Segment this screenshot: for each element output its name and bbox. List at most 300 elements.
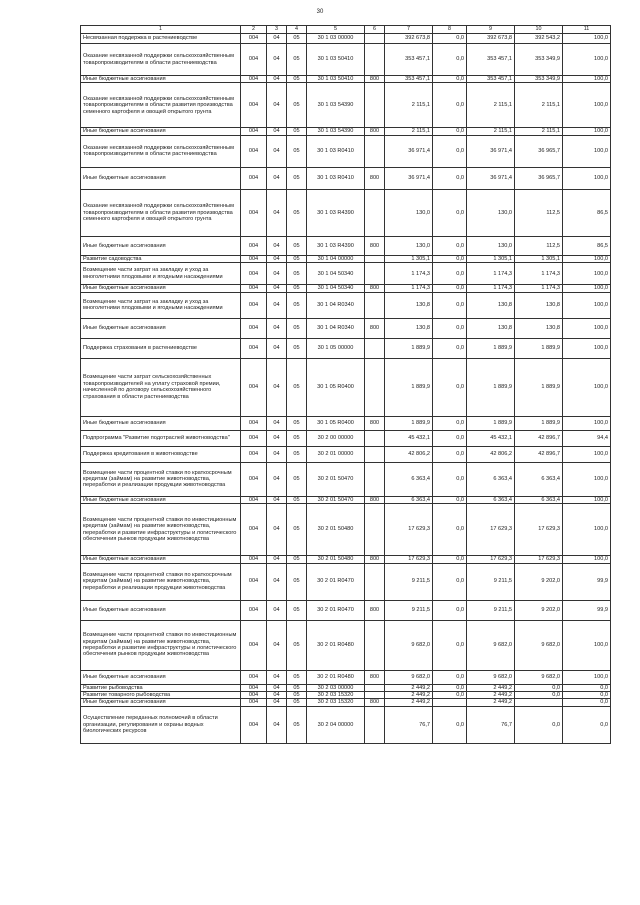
row-code-admin: 004 [241,318,267,338]
table-row [81,430,611,446]
row-code-type [365,189,385,236]
row-value-change: 0,0 [433,44,467,76]
row-value-plan: 353 457,1 [385,76,433,83]
row-code-target: 30 2 03 00000 [307,684,365,691]
row-code-admin: 004 [241,504,267,556]
row-code-admin: 004 [241,600,267,620]
table-row [81,292,611,318]
row-code-target: 30 1 03 54390 [307,128,365,135]
row-code-subsection: 05 [287,135,307,167]
row-name: Иные бюджетные ассигнования [81,670,241,684]
row-value-plan: 9 211,5 [385,563,433,600]
row-value-percent: 100,0 [563,255,611,262]
row-code-target: 30 1 03 00000 [307,34,365,44]
row-code-admin: 004 [241,462,267,496]
row-name: Поддержка страхования в растениеводстве [81,338,241,358]
row-value-percent: 100,0 [563,504,611,556]
column-header: 11 [563,26,611,34]
row-value-plan: 76,7 [385,706,433,743]
row-name: Иные бюджетные ассигнования [81,285,241,292]
row-code-admin: 004 [241,285,267,292]
row-code-subsection: 05 [287,167,307,189]
row-code-subsection: 05 [287,255,307,262]
row-value-plan: 6 363,4 [385,462,433,496]
row-code-admin: 004 [241,44,267,76]
row-code-section: 04 [267,44,287,76]
table-row [81,44,611,76]
row-value-adjusted: 353 457,1 [467,76,515,83]
row-value-change: 0,0 [433,556,467,563]
row-name: Иные бюджетные ассигнования [81,600,241,620]
row-code-section: 04 [267,462,287,496]
row-value-plan: 1 889,9 [385,338,433,358]
row-code-section: 04 [267,263,287,285]
row-value-plan: 1 889,9 [385,416,433,430]
row-value-change: 0,0 [433,706,467,743]
row-value-adjusted: 2 449,2 [467,691,515,698]
row-name: Оказание несвязанной поддержки сельскохозяйственным товаропроизводителям в области развития производства семенного картофеля и овощей открытого грунта [81,189,241,236]
row-code-section: 04 [267,338,287,358]
row-value-percent: 86,5 [563,189,611,236]
row-value-adjusted: 6 363,4 [467,496,515,503]
row-code-type: 800 [365,318,385,338]
row-name: Возмещение части процентной ставки по инвестиционным кредитам (займам) на развитие животноводства, переработки и развитие инфраструктуры и логистического обеспечения рынков продукции животноводства [81,504,241,556]
table-row [81,504,611,556]
row-code-admin: 004 [241,358,267,416]
row-value-change: 0,0 [433,76,467,83]
row-code-subsection: 05 [287,358,307,416]
row-value-adjusted: 353 457,1 [467,44,515,76]
row-value-actual: 2 115,1 [515,83,563,128]
row-value-actual: 9 682,0 [515,620,563,670]
row-value-actual: 112,5 [515,236,563,255]
column-header: 4 [287,26,307,34]
row-name: Возмещение части затрат на закладку и уход за многолетними плодовыми и ягодными насаждениями [81,263,241,285]
row-code-type [365,430,385,446]
row-value-change: 0,0 [433,255,467,262]
row-value-adjusted: 42 806,2 [467,446,515,462]
table-row [81,699,611,706]
row-value-adjusted: 2 449,2 [467,699,515,706]
row-value-plan: 17 629,3 [385,504,433,556]
table-row [81,670,611,684]
table-row [81,236,611,255]
row-code-section: 04 [267,416,287,430]
row-value-change: 0,0 [433,338,467,358]
row-value-plan: 2 449,2 [385,699,433,706]
row-code-admin: 004 [241,236,267,255]
row-value-actual: 130,8 [515,318,563,338]
row-value-change: 0,0 [433,691,467,698]
row-code-admin: 004 [241,167,267,189]
row-code-subsection: 05 [287,563,307,600]
row-value-percent: 100,0 [563,167,611,189]
row-code-admin: 004 [241,76,267,83]
row-value-adjusted: 2 449,2 [467,684,515,691]
table-row [81,462,611,496]
row-value-adjusted: 36 971,4 [467,167,515,189]
column-header: 8 [433,26,467,34]
column-header: 3 [267,26,287,34]
row-value-plan: 42 806,2 [385,446,433,462]
row-value-plan: 2 115,1 [385,128,433,135]
row-code-admin: 004 [241,620,267,670]
table-row [81,706,611,743]
row-value-change: 0,0 [433,263,467,285]
row-code-target: 30 2 00 00000 [307,430,365,446]
row-code-subsection: 05 [287,292,307,318]
row-value-change: 0,0 [433,318,467,338]
row-value-plan: 1 305,1 [385,255,433,262]
row-value-plan: 130,0 [385,189,433,236]
row-code-admin: 004 [241,416,267,430]
row-code-admin: 004 [241,706,267,743]
row-code-section: 04 [267,285,287,292]
row-value-change: 0,0 [433,670,467,684]
row-value-percent: 99,9 [563,563,611,600]
column-header: 7 [385,26,433,34]
row-value-adjusted: 17 629,3 [467,504,515,556]
row-value-adjusted: 45 432,1 [467,430,515,446]
row-value-change: 0,0 [433,684,467,691]
row-code-type [365,135,385,167]
row-name: Возмещение части процентной ставки по краткосрочным кредитам (займам) на развитие животноводства, переработки и реализации продукции животноводства [81,462,241,496]
row-value-change: 0,0 [433,34,467,44]
row-value-percent: 100,0 [563,318,611,338]
row-name: Подпрограмма "Развитие подотраслей животноводства" [81,430,241,446]
row-name: Возмещение части затрат на закладку и уход за многолетними плодовыми и ягодными насаждениями [81,292,241,318]
row-value-adjusted: 130,0 [467,236,515,255]
row-value-actual: 353 349,9 [515,44,563,76]
row-value-percent: 100,0 [563,670,611,684]
row-code-admin: 004 [241,34,267,44]
row-value-change: 0,0 [433,236,467,255]
row-value-percent: 100,0 [563,446,611,462]
row-code-subsection: 05 [287,504,307,556]
column-header: 2 [241,26,267,34]
row-code-admin: 004 [241,446,267,462]
row-code-subsection: 05 [287,416,307,430]
row-code-type: 800 [365,285,385,292]
row-value-percent: 0,0 [563,691,611,698]
table-row [81,83,611,128]
row-value-percent: 100,0 [563,76,611,83]
row-code-admin: 004 [241,83,267,128]
row-code-type: 800 [365,670,385,684]
table-row [81,167,611,189]
table-row [81,318,611,338]
row-value-percent: 100,0 [563,620,611,670]
row-code-target: 30 1 04 00000 [307,255,365,262]
row-code-subsection: 05 [287,670,307,684]
table-row [81,34,611,44]
row-value-actual: 1 305,1 [515,255,563,262]
row-value-change: 0,0 [433,600,467,620]
row-code-target: 30 2 01 R0480 [307,670,365,684]
row-code-target: 30 1 03 R0410 [307,135,365,167]
row-code-target: 30 2 01 00000 [307,446,365,462]
row-value-percent: 100,0 [563,285,611,292]
row-value-actual: 6 363,4 [515,496,563,503]
row-code-section: 04 [267,670,287,684]
row-value-plan: 45 432,1 [385,430,433,446]
row-code-admin: 004 [241,255,267,262]
row-value-change: 0,0 [433,462,467,496]
row-code-target: 30 2 01 50480 [307,504,365,556]
row-name: Оказание несвязанной поддержки сельскохозяйственным товаропроизводителям в области растениеводства [81,44,241,76]
row-code-subsection: 05 [287,706,307,743]
row-value-actual: 9 202,0 [515,563,563,600]
row-value-change: 0,0 [433,128,467,135]
row-value-change: 0,0 [433,292,467,318]
row-code-section: 04 [267,76,287,83]
row-code-type [365,504,385,556]
row-code-target: 30 1 03 R4390 [307,189,365,236]
row-code-target: 30 1 03 54390 [307,83,365,128]
table-row [81,189,611,236]
row-code-type [365,44,385,76]
row-code-subsection: 05 [287,496,307,503]
row-name: Возмещение части процентной ставки по инвестиционным кредитам (займам) на развитие животноводства, переработки и развитие инфраструктуры и логистического обеспечения рынков продукции животноводства [81,620,241,670]
row-value-adjusted: 9 682,0 [467,620,515,670]
row-value-change: 0,0 [433,430,467,446]
row-code-type [365,292,385,318]
column-header: 1 [81,26,241,34]
row-value-actual: 353 349,9 [515,76,563,83]
column-header: 10 [515,26,563,34]
row-name: Иные бюджетные ассигнования [81,167,241,189]
row-code-type: 800 [365,699,385,706]
row-code-target: 30 1 04 50340 [307,263,365,285]
row-value-plan: 392 673,8 [385,34,433,44]
table-row [81,416,611,430]
column-header: 9 [467,26,515,34]
row-value-adjusted: 76,7 [467,706,515,743]
row-code-section: 04 [267,83,287,128]
row-value-actual: 2 115,1 [515,128,563,135]
row-value-actual: 42 896,7 [515,430,563,446]
row-code-type [365,684,385,691]
row-code-admin: 004 [241,691,267,698]
row-code-type [365,83,385,128]
row-code-section: 04 [267,620,287,670]
row-code-subsection: 05 [287,44,307,76]
row-value-actual: 17 629,3 [515,504,563,556]
row-value-plan: 2 449,2 [385,691,433,698]
row-code-target: 30 2 01 50480 [307,556,365,563]
row-code-target: 30 1 04 R0340 [307,292,365,318]
row-value-percent: 99,9 [563,600,611,620]
row-code-target: 30 1 05 00000 [307,338,365,358]
row-value-change: 0,0 [433,620,467,670]
table-row [81,358,611,416]
row-value-percent: 100,0 [563,135,611,167]
row-value-change: 0,0 [433,167,467,189]
row-name: Возмещение части затрат сельскохозяйственных товаропроизводителей на уплату страховой премии, начисленной по договору сельскохозяйственного страхования в области растениеводства [81,358,241,416]
row-value-actual: 1 174,3 [515,263,563,285]
row-code-target: 30 2 01 R0470 [307,600,365,620]
row-value-percent: 100,0 [563,292,611,318]
row-value-adjusted: 1 889,9 [467,416,515,430]
row-value-change [433,699,467,706]
row-code-target: 30 2 03 15320 [307,699,365,706]
row-value-plan: 9 682,0 [385,620,433,670]
row-value-plan: 36 971,4 [385,135,433,167]
row-value-actual: 42 896,7 [515,446,563,462]
row-code-section: 04 [267,236,287,255]
row-code-subsection: 05 [287,285,307,292]
row-code-section: 04 [267,358,287,416]
row-code-admin: 004 [241,496,267,503]
row-value-adjusted: 1 889,9 [467,358,515,416]
row-code-subsection: 05 [287,684,307,691]
row-value-change: 0,0 [433,285,467,292]
row-code-admin: 004 [241,128,267,135]
row-name: Осуществление переданных полномочий в области организации, регулирования и охраны водных биологических ресурсов [81,706,241,743]
row-value-change: 0,0 [433,189,467,236]
table-row [81,128,611,135]
row-value-adjusted: 1 889,9 [467,338,515,358]
row-code-section: 04 [267,189,287,236]
row-code-subsection: 05 [287,263,307,285]
row-value-plan: 2 115,1 [385,83,433,128]
row-code-type [365,34,385,44]
row-name: Поддержка кредитования в животноводстве [81,446,241,462]
row-code-target: 30 1 03 50410 [307,76,365,83]
table-row [81,263,611,285]
row-code-admin: 004 [241,189,267,236]
row-name: Иные бюджетные ассигнования [81,556,241,563]
row-code-subsection: 05 [287,620,307,670]
row-code-type: 800 [365,416,385,430]
row-value-change: 0,0 [433,135,467,167]
row-code-type: 800 [365,496,385,503]
row-code-subsection: 05 [287,462,307,496]
column-header: 6 [365,26,385,34]
row-code-target: 30 1 03 50410 [307,44,365,76]
row-value-adjusted: 9 211,5 [467,563,515,600]
row-code-section: 04 [267,563,287,600]
row-value-percent: 100,0 [563,338,611,358]
row-code-section: 04 [267,34,287,44]
row-value-percent: 100,0 [563,462,611,496]
row-value-adjusted: 17 629,3 [467,556,515,563]
row-value-actual: 112,5 [515,189,563,236]
row-value-adjusted: 36 971,4 [467,135,515,167]
row-code-subsection: 05 [287,691,307,698]
row-value-plan: 130,8 [385,292,433,318]
row-code-type [365,446,385,462]
row-value-adjusted: 1 174,3 [467,263,515,285]
row-name: Оказание несвязанной поддержки сельскохозяйственным товаропроизводителям в области растениеводства [81,135,241,167]
row-value-percent: 100,0 [563,496,611,503]
row-value-plan: 130,0 [385,236,433,255]
row-code-target: 30 1 04 50340 [307,285,365,292]
row-value-adjusted: 2 115,1 [467,128,515,135]
row-value-percent: 100,0 [563,263,611,285]
row-value-change: 0,0 [433,504,467,556]
row-value-adjusted: 392 673,8 [467,34,515,44]
row-code-section: 04 [267,556,287,563]
row-code-section: 04 [267,504,287,556]
row-value-adjusted: 9 682,0 [467,670,515,684]
row-value-adjusted: 9 211,5 [467,600,515,620]
row-code-section: 04 [267,430,287,446]
row-value-adjusted: 6 363,4 [467,462,515,496]
table-row [81,76,611,83]
table-row [81,600,611,620]
row-code-target: 30 1 05 R0400 [307,416,365,430]
row-code-subsection: 05 [287,83,307,128]
page-number: 30 [316,9,324,15]
row-value-percent: 0,0 [563,684,611,691]
row-code-admin: 004 [241,684,267,691]
row-name: Развитие товарного рыбоводства [81,691,241,698]
row-code-type [365,563,385,600]
row-value-adjusted: 2 115,1 [467,83,515,128]
row-value-actual: 9 202,0 [515,600,563,620]
row-value-plan: 1 174,3 [385,285,433,292]
row-code-type [365,706,385,743]
row-value-actual: 6 363,4 [515,462,563,496]
row-code-target: 30 2 03 15320 [307,691,365,698]
table-row [81,496,611,503]
row-value-percent: 100,0 [563,128,611,135]
table-row [81,691,611,698]
row-code-type [365,691,385,698]
row-code-target: 30 2 01 R0480 [307,620,365,670]
row-name: Несвязанная поддержка в растениеводстве [81,34,241,44]
budget-table [80,25,611,744]
row-value-adjusted: 1 174,3 [467,285,515,292]
row-name: Иные бюджетные ассигнования [81,318,241,338]
row-code-section: 04 [267,135,287,167]
header-row [81,26,611,34]
row-code-type: 800 [365,167,385,189]
row-name: Иные бюджетные ассигнования [81,416,241,430]
row-code-target: 30 2 01 R0470 [307,563,365,600]
row-name: Возмещение части процентной ставки по краткосрочным кредитам (займам) на развитие животноводства, переработки и реализации продукции животноводства [81,563,241,600]
row-value-percent: 100,0 [563,556,611,563]
row-code-type [365,358,385,416]
row-value-percent: 100,0 [563,358,611,416]
row-value-change: 0,0 [433,83,467,128]
row-code-target: 30 1 03 R0410 [307,167,365,189]
row-value-actual: 0,0 [515,684,563,691]
row-code-section: 04 [267,292,287,318]
row-value-actual: 36 965,7 [515,167,563,189]
row-name: Иные бюджетные ассигнования [81,699,241,706]
row-value-adjusted: 1 305,1 [467,255,515,262]
row-code-type: 800 [365,76,385,83]
row-value-plan: 36 971,4 [385,167,433,189]
row-code-admin: 004 [241,135,267,167]
row-code-admin: 004 [241,338,267,358]
row-code-subsection: 05 [287,189,307,236]
row-code-section: 04 [267,446,287,462]
row-value-actual: 392 543,2 [515,34,563,44]
row-code-section: 04 [267,496,287,503]
table-row [81,684,611,691]
row-code-section: 04 [267,600,287,620]
row-code-subsection: 05 [287,338,307,358]
row-value-actual: 130,8 [515,292,563,318]
row-value-actual: 1 889,9 [515,338,563,358]
row-code-subsection: 05 [287,446,307,462]
row-name: Иные бюджетные ассигнования [81,76,241,83]
row-code-type [365,620,385,670]
row-code-admin: 004 [241,292,267,318]
